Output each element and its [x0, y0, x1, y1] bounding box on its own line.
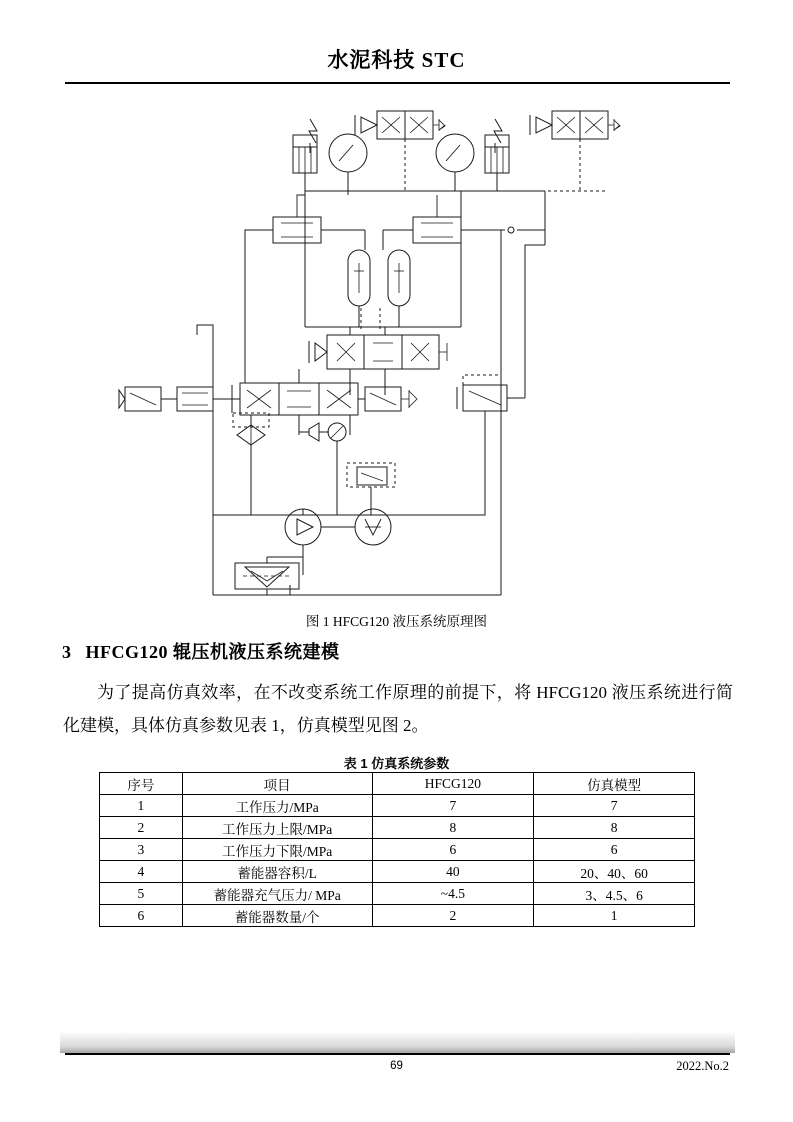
table-cell: 6	[534, 839, 695, 861]
table-cell: 1	[534, 905, 695, 927]
issue-label: 2022.No.2	[676, 1059, 729, 1073]
table-row	[100, 817, 695, 839]
table-cell: 3	[100, 839, 183, 861]
table-cell: 40	[372, 861, 534, 883]
table-header-cell: 序号	[100, 773, 183, 795]
table-cell: 7	[534, 795, 695, 817]
table-header-cell: 仿真模型	[534, 773, 695, 795]
table-cell: 6	[100, 905, 183, 927]
footer-divider	[65, 1053, 730, 1055]
table-cell: 6	[372, 839, 534, 861]
table-header-cell: HFCG120	[372, 773, 534, 795]
hydraulic-schematic-figure	[65, 95, 730, 610]
header-divider	[65, 82, 730, 84]
table-cell: 工作压力/MPa	[182, 795, 372, 817]
page-title: 水泥科技 STC	[327, 48, 466, 72]
table-row	[100, 795, 695, 817]
table-cell: 2	[100, 817, 183, 839]
table-caption: 表 1 仿真系统参数	[343, 756, 450, 771]
section-title: HFCG120 辊压机液压系统建模	[85, 642, 340, 662]
table-cell: 5	[100, 883, 183, 905]
table-header-cell: 项目	[182, 773, 372, 795]
table-cell: 蓄能器充气压力/ MPa	[182, 883, 372, 905]
table-row	[100, 883, 695, 905]
table-row	[100, 839, 695, 861]
body-paragraph: 为了提高仿真效率，在不改变系统工作原理的前提下，将 HFCG120 液压系统进行简化建模，具体仿真参数见表 1，仿真模型见图 2。	[63, 683, 733, 735]
page-shadow	[60, 1031, 735, 1053]
table-cell: 2	[372, 905, 534, 927]
table-cell: 20、40、60	[534, 861, 695, 883]
table-cell: ~4.5	[372, 883, 534, 905]
table-cell: 4	[100, 861, 183, 883]
table-row	[100, 861, 695, 883]
table-cell: 8	[372, 817, 534, 839]
page-number: 69	[390, 1060, 403, 1072]
table-cell: 7	[372, 795, 534, 817]
table-cell: 蓄能器容积/L	[182, 861, 372, 883]
table-cell: 1	[100, 795, 183, 817]
table-cell: 工作压力下限/MPa	[182, 839, 372, 861]
table-row	[100, 905, 695, 927]
table-header-row	[100, 773, 695, 795]
table-cell: 蓄能器数量/个	[182, 905, 372, 927]
table-cell: 3、4.5、6	[534, 883, 695, 905]
table-cell: 工作压力上限/MPa	[182, 817, 372, 839]
section-heading	[62, 638, 340, 664]
simulation-parameters-table	[99, 772, 695, 927]
table-cell: 8	[534, 817, 695, 839]
section-number: 3	[62, 642, 72, 662]
schematic-svg	[65, 95, 730, 610]
figure-caption: 图 1 HFCG120 液压系统原理图	[305, 614, 488, 629]
